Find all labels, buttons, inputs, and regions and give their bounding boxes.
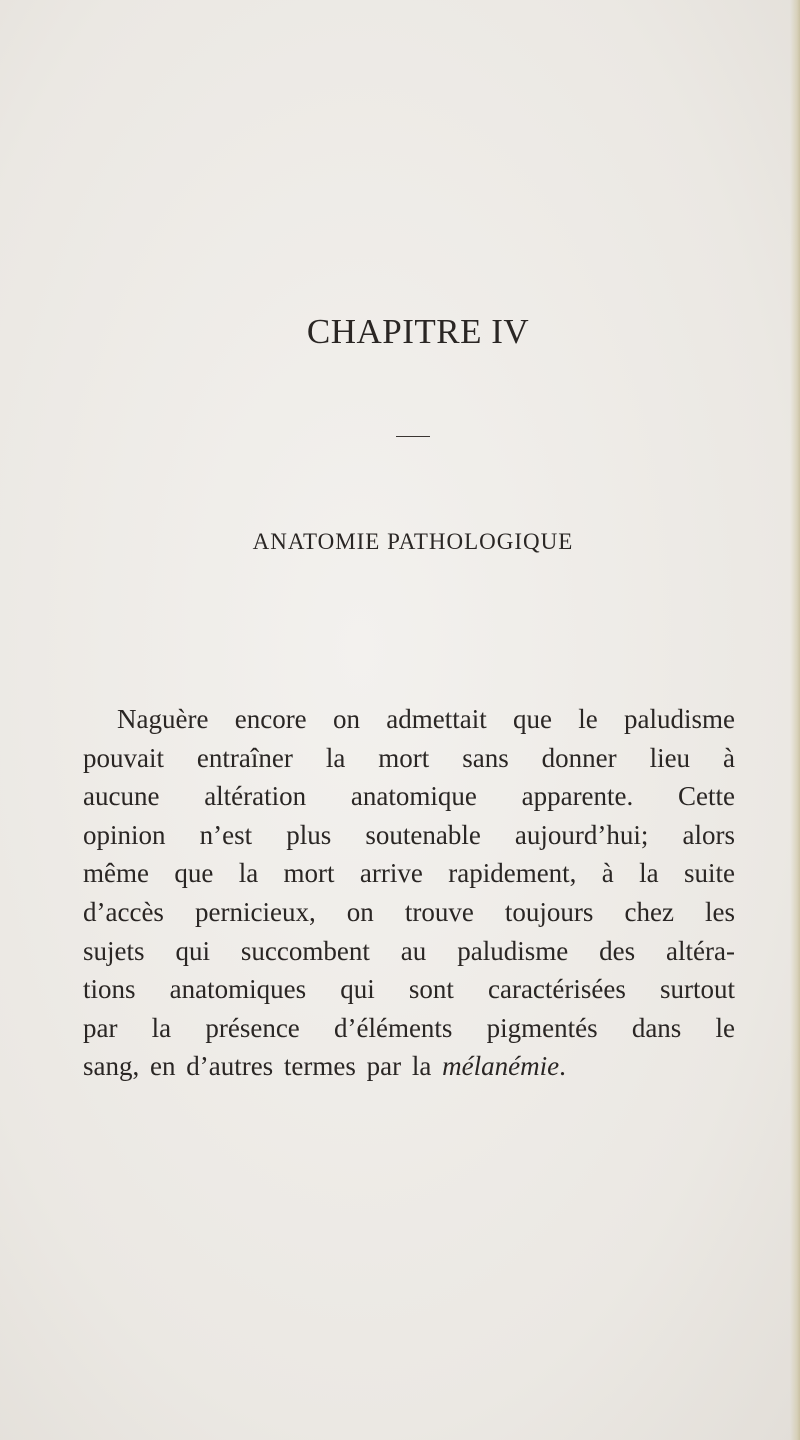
paragraph-line: Naguère encore on admettait que le paludisme xyxy=(117,704,735,734)
paragraph-line: même que la mort arrive rapidement, à la suite xyxy=(83,858,735,889)
paragraph-line: pouvait entraîner la mort sans donner lieu à xyxy=(83,742,735,773)
last-line-period: . xyxy=(559,1051,566,1082)
chapter-title: CHAPITRE IV xyxy=(306,312,530,351)
paragraph-line: par la présence d’éléments pigmentés dans le xyxy=(83,1012,735,1043)
paragraph-line: tions anatomiques qui sont caractérisées surtout xyxy=(83,974,735,1005)
title-separator-rule xyxy=(396,436,430,437)
page-edge-shadow xyxy=(790,0,800,1440)
paragraph-line: opinion n’est plus soutenable aujourd’hui; alors xyxy=(83,819,735,850)
last-line-text: sang, en d’autres termes par la xyxy=(83,1051,443,1082)
paragraph-line: aucune altération anatomique apparente. Cette xyxy=(83,781,735,812)
paragraph-last-line xyxy=(83,1047,735,1086)
emphasized-term: mélanémie xyxy=(442,1051,560,1082)
section-title: ANATOMIE PATHOLOGIQUE xyxy=(252,529,574,554)
paragraph-line: d’accès pernicieux, on trouve toujours chez les xyxy=(83,896,735,927)
paragraph-line: sujets qui succombent au paludisme des altéra- xyxy=(83,935,735,966)
body-paragraph xyxy=(83,700,735,1086)
